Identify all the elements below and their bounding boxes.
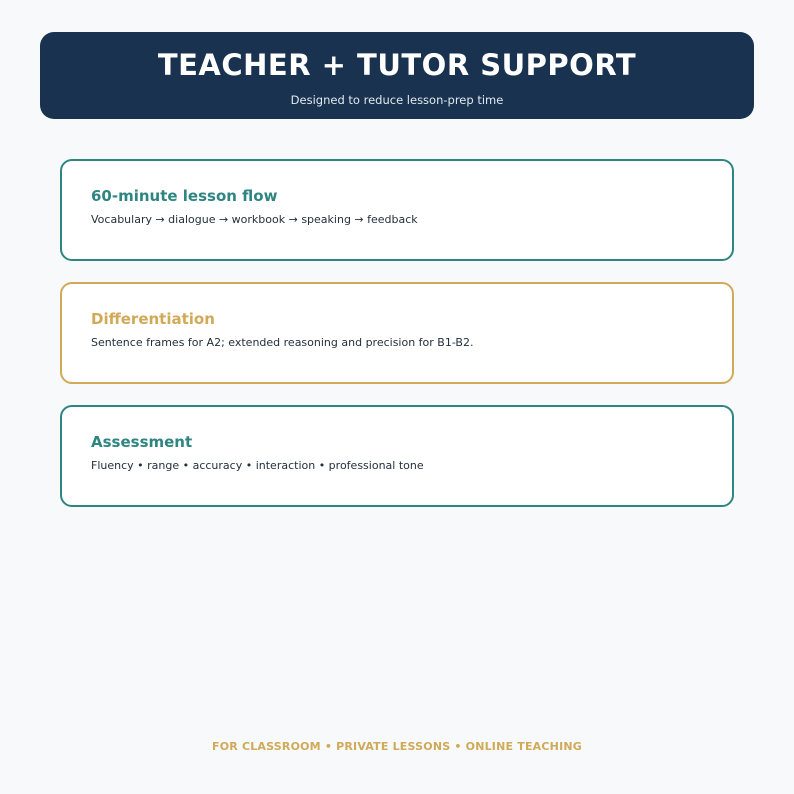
card-lesson-flow	[60, 159, 734, 261]
card-differentiation	[60, 282, 734, 384]
card-title: Differentiation	[91, 310, 215, 328]
page-subtitle: Designed to reduce lesson-prep time	[290, 93, 504, 107]
header-banner	[40, 32, 754, 119]
card-text: Vocabulary → dialogue → workbook → speaking → feedback	[91, 213, 418, 226]
card-text: Sentence frames for A2; extended reasoning and precision for B1-B2.	[91, 336, 474, 349]
page-title: TEACHER + TUTOR SUPPORT	[157, 48, 637, 82]
footer-tagline: FOR CLASSROOM • PRIVATE LESSONS • ONLINE TEACHING	[211, 740, 582, 753]
card-assessment	[60, 405, 734, 507]
card-title: 60-minute lesson flow	[91, 187, 278, 205]
card-text: Fluency • range • accuracy • interaction • professional tone	[91, 459, 424, 472]
card-title: Assessment	[91, 433, 193, 451]
